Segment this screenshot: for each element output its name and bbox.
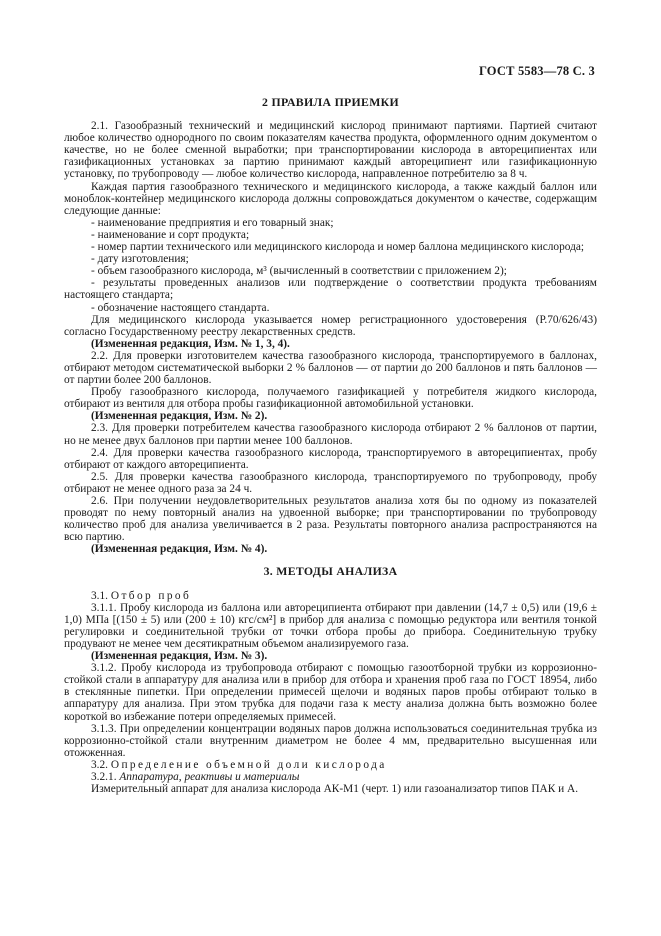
paragraph-3-1-2: 3.1.2. Пробу кислорода из трубопровода отбирают с помощью газоотборной трубки из коррозионно-стойкой стали в аппаратуру для анализа или в прибор для отбора и хранения проб газа по ГОСТ 18954, либо в стеклянные пипетки. При определении примесей щелочи и водяных паров пробы отбирают только в аппаратуру для анализа. При этом трубка для подачи газа к месту анализа должна быть возможно более короткой во избежание потери определяемых примесей. xyxy=(64,662,597,723)
subsection-3-1-heading xyxy=(64,590,597,602)
paragraph-3-1-3: 3.1.3. При определении концентрации водяных паров должна использоваться соединительная трубка из коррозионно-стойкой стали внутренним диаметром не более 4 мм, предварительно высушенная или отожженная. xyxy=(64,722,597,759)
subsection-number: 3.1. xyxy=(91,589,109,602)
list-item: - номер партии технического или медицинского кислорода и номер баллона медицинского кислорода; xyxy=(91,241,585,254)
subsection-3-2-1-heading xyxy=(64,771,597,783)
subsection-number: 3.2. xyxy=(91,758,109,771)
standard-page-ref: ГОСТ 5583—78 С. 3 xyxy=(478,64,595,78)
paragraph-3-1-1: 3.1.1. Пробу кислорода из баллона или автореципиента отбирают при давлении (14,7 ± 0,5) или (19,6 ± 1,0) МПа [(150 ± 5) или (200 ± 10) кгс/см²] в прибор для анализа с помощью редуктора или вентиля тонкой регулировки и соединительной трубки от точки отбора пробы до прибора. Соединительную трубку продувают не менее чем десятикратным объемом анализируемого газа. xyxy=(64,601,597,650)
section-3-title: 3. МЕТОДЫ АНАЛИЗА xyxy=(263,564,398,579)
subsection-number: 3.2.1. xyxy=(91,770,117,783)
paragraph-batch-document: Каждая партия газообразного технического и медицинского кислорода, а также каждый баллон или моноблок-контейнер медицинского кислорода должны сопровождаться документом о качестве, содержащим следующие данные: xyxy=(64,180,597,217)
list-item: - результаты проведенных анализов или подтверждение о соответствии продукта требованиям настоящего стандарта; xyxy=(64,277,597,302)
paragraph-2-4: 2.4. Для проверки качества газообразного кислорода, транспортируемого в автореципиентах, пробу отбирают от каждого автореципиента. xyxy=(64,446,597,471)
paragraph-2-2-sample: Пробу газообразного кислорода, получаемого газификацией у потребителя жидкого кислорода, отбирают из вентиля для отбора пробы газификационной автомобильной установки. xyxy=(64,386,597,411)
paragraph-registration: Для медицинского кислорода указывается номер регистрационного удостоверения (Р.70/626/43) согласно Государственному реестру лекарственных средств. xyxy=(64,313,597,338)
subsection-title: Отбор проб xyxy=(110,589,192,602)
list-item: - объем газообразного кислорода, м³ (вычисленный в соответствии с приложением 2); xyxy=(91,265,507,278)
list-item: - обозначение настоящего стандарта. xyxy=(91,301,270,314)
paragraph-2-2: 2.2. Для проверки изготовителем качества газообразного кислорода, транспортируемого в баллонах, отбирают методом систематической выборки 2 % баллонов — от партии до 200 баллонов и пять баллонов — от партии более 200 баллонов. xyxy=(64,349,597,387)
subsection-title: Аппаратура, реактивы и материалы xyxy=(119,770,300,783)
subsection-3-2-heading xyxy=(64,759,597,771)
paragraph-2-5: 2.5. Для проверки качества газообразного кислорода, транспортируемого по трубопроводу, пробу отбирают не менее одного раза за 24 ч. xyxy=(64,470,597,495)
amendment-note: (Измененная редакция, Изм. № 2). xyxy=(91,410,268,423)
paragraph-2-6: 2.6. При получении неудовлетворительных результатов анализа хотя бы по одному из показателей проводят по нему повторный анализ на удвоенной выборке; при транспортировании по трубопроводу количество проб для анализа увеличивается в 2 раза. Результаты повторного анализа распространяются на всю партию. xyxy=(64,495,597,544)
amendment-note: (Измененная редакция, Изм. № 3). xyxy=(91,650,268,663)
page-body xyxy=(64,92,597,795)
list-item: - дату изготовления; xyxy=(91,253,189,266)
list-item: - наименование предприятия и его товарный знак; xyxy=(91,216,334,229)
subsection-title: Определение объемной доли кислорода xyxy=(110,758,387,771)
paragraph-2-3: 2.3. Для проверки потребителем качества газообразного кислорода отбирают 2 % баллонов от партии, но не менее двух баллонов при партии менее 100 баллонов. xyxy=(64,422,597,447)
list-item: - наименование и сорт продукта; xyxy=(91,228,250,241)
paragraph-2-1: 2.1. Газообразный технический и медицинский кислород принимают партиями. Партией считают любое количество однородного по своим показателям качества продукта, оформленного одним документом о качестве, но не более сменной выработки; при транспортировании кислорода в автореципиентах или газификационных установках за партию принимают каждый автореципиент или газификационную установку, по трубопроводу — любое количество кислорода, направленное потребителю за 8 ч. xyxy=(64,120,597,181)
amendment-note: (Измененная редакция, Изм. № 4). xyxy=(91,543,268,556)
paragraph-3-2-1: Измерительный аппарат для анализа кислорода АК-М1 (черт. 1) или газоанализатор типов ПАК и А. xyxy=(91,783,579,796)
amendment-note: (Измененная редакция, Изм. № 1, 3, 4). xyxy=(91,337,290,350)
section-2-title: 2 ПРАВИЛА ПРИЕМКИ xyxy=(262,95,399,109)
